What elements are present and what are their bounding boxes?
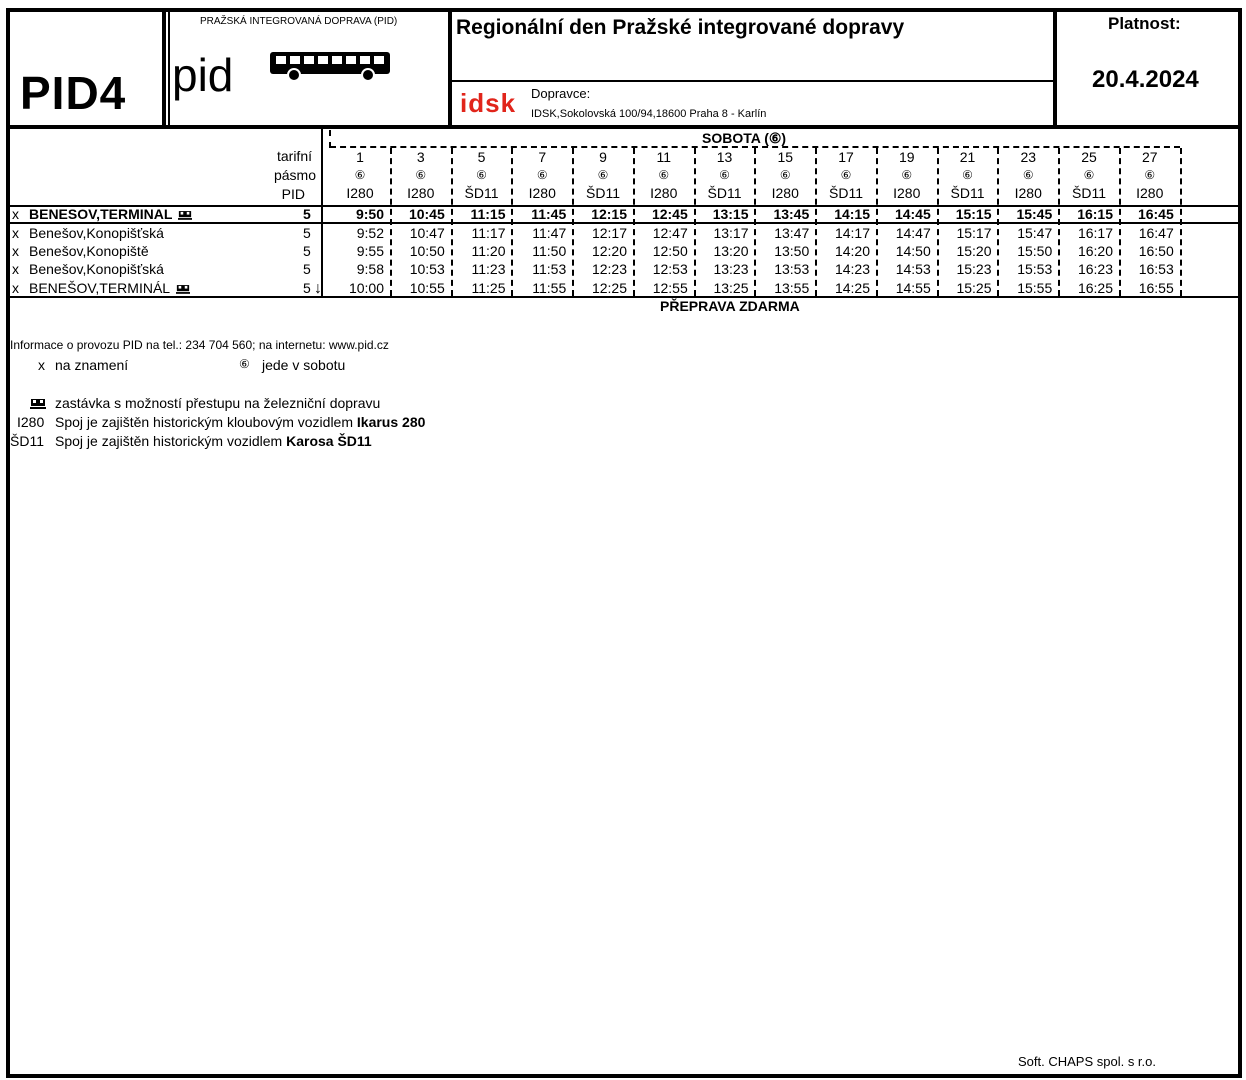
trip-column	[998, 148, 1058, 202]
stop-row	[12, 260, 164, 278]
saturday-symbol: ⑥	[1144, 168, 1156, 182]
departure-time: 15:20	[956, 243, 992, 259]
trip-column	[330, 148, 390, 202]
departure-time: 9:52	[356, 225, 384, 241]
departure-time: 10:00	[348, 280, 384, 296]
vehicle-code: ŠD11	[1072, 185, 1106, 201]
departure-time: 13:47	[774, 225, 810, 241]
pid-label: PID	[281, 186, 305, 202]
departure-time: 10:55	[409, 280, 445, 296]
departure-time: 14:15	[834, 206, 870, 222]
departure-time: 16:45	[1137, 206, 1174, 222]
departure-time: 10:47	[409, 225, 445, 241]
departure-time: 16:55	[1138, 280, 1174, 296]
saturday-symbol: ⑥	[597, 168, 609, 182]
header-divider	[448, 12, 452, 126]
legend-saturday-symbol: ⑥	[239, 357, 250, 371]
stop-row	[12, 242, 149, 260]
vehicle-code: I280	[528, 185, 556, 201]
departure-time: 10:53	[409, 261, 445, 277]
departure-time: 11:20	[471, 243, 506, 259]
direction-arrow: ↓	[314, 280, 322, 297]
departure-time: 16:25	[1077, 280, 1113, 296]
saturday-symbol: ⑥	[536, 168, 548, 182]
tariff-zone: 5	[303, 225, 311, 241]
vehicle-code: I280	[771, 185, 799, 201]
departure-time: 12:55	[652, 280, 688, 296]
saturday-symbol: ⑥	[779, 168, 791, 182]
trip-column	[1059, 148, 1119, 202]
vehicle-code: ŠD11	[464, 185, 499, 201]
legend-i280-desc: Spoj je zajištěn historickým kloubovým vozidlem	[55, 414, 357, 430]
departure-time: 11:15	[470, 206, 506, 222]
pid-logo: pid	[172, 49, 234, 101]
legend-x-symbol: x	[38, 357, 45, 373]
carrier-label: Dopravce:	[531, 86, 591, 101]
departure-time: 11:17	[471, 225, 506, 241]
departure-time: 14:55	[895, 280, 931, 296]
departure-time: 14:45	[894, 206, 931, 222]
vehicle-code: ŠD11	[586, 185, 620, 201]
saturday-symbol: ⑥	[1083, 168, 1095, 182]
departure-time: 9:55	[356, 243, 384, 259]
trip-number: 5	[477, 149, 486, 165]
column-separator	[329, 130, 331, 148]
request-stop-flag: x	[12, 243, 19, 259]
request-stop-flag: x	[12, 225, 19, 241]
stop-name: BENESOV,TERMINAL	[29, 206, 173, 222]
request-stop-flag: x	[12, 280, 19, 296]
departure-time: 15:47	[1017, 225, 1053, 241]
saturday-symbol: ⑥	[415, 168, 427, 182]
train-icon	[30, 398, 46, 409]
page-title: Regionální den Pražské integrované dopravy	[456, 16, 905, 39]
departure-time: 16:20	[1077, 243, 1113, 259]
trip-number: 21	[959, 149, 976, 165]
trip-number: 17	[838, 149, 854, 165]
trip-column	[512, 148, 572, 202]
trip-column	[634, 148, 694, 202]
departure-time: 11:23	[471, 261, 506, 277]
request-stop-flag: x	[12, 261, 19, 277]
legend-i280-text	[55, 414, 425, 430]
validity-date: 20.4.2024	[1092, 66, 1199, 93]
departure-time: 16:47	[1138, 225, 1174, 241]
departure-time: 16:53	[1138, 261, 1174, 277]
departure-time: 11:55	[532, 280, 567, 296]
line-code: PID4	[20, 67, 127, 119]
legend-i280-vehicle: Ikarus 280	[356, 414, 426, 430]
departure-time: 13:50	[774, 243, 810, 259]
departure-time: 15:15	[955, 206, 992, 222]
train-icon	[176, 284, 190, 294]
departure-time: 15:55	[1017, 280, 1053, 296]
stop-name: Benešov,Konopiště	[29, 243, 149, 259]
departure-time: 11:25	[471, 280, 506, 296]
departure-time: 16:23	[1077, 261, 1113, 277]
departure-time: 12:25	[591, 280, 627, 296]
vehicle-code: ŠD11	[707, 185, 742, 201]
stop-row	[12, 224, 164, 242]
trip-column	[391, 148, 451, 202]
departure-time: 16:50	[1138, 243, 1174, 259]
stop-name: Benešov,Konopišťská	[29, 225, 164, 241]
saturday-symbol: ⑥	[901, 168, 913, 182]
departure-time: 14:47	[895, 225, 931, 241]
trip-column	[755, 148, 815, 202]
idsk-logo: idsk	[460, 88, 517, 118]
legend-x-text: na znamení	[55, 357, 129, 373]
trip-number: 15	[777, 149, 794, 165]
saturday-symbol: ⑥	[476, 168, 487, 182]
departure-time: 12:50	[652, 243, 688, 259]
departure-time: 11:53	[532, 261, 567, 277]
table-divider	[321, 129, 323, 297]
saturday-symbol: ⑥	[354, 168, 366, 182]
departure-time: 12:15	[591, 206, 627, 222]
stop-row	[12, 279, 190, 297]
departure-time: 14:25	[834, 280, 870, 296]
departure-time: 11:50	[532, 243, 567, 259]
train-icon	[178, 210, 192, 220]
saturday-symbol: ⑥	[962, 168, 973, 182]
saturday-symbol: ⑥	[658, 168, 670, 182]
header-divider	[162, 12, 166, 126]
vehicle-code: I280	[407, 185, 435, 201]
vehicle-code: I280	[1014, 185, 1042, 201]
header-divider	[452, 80, 1054, 82]
saturday-symbol: ⑥	[719, 168, 730, 182]
legend-sd11-symbol: ŠD11	[10, 433, 44, 449]
departure-time: 13:20	[713, 243, 749, 259]
vehicle-code: I280	[650, 185, 678, 201]
trip-number: 11	[656, 149, 672, 165]
departure-time: 14:50	[895, 243, 931, 259]
trip-column	[695, 148, 755, 202]
legend-sd11-desc: Spoj je zajištěn historickým vozidlem	[55, 433, 287, 449]
stop-name: Benešov,Konopišťská	[29, 261, 164, 277]
vehicle-code: I280	[1136, 185, 1164, 201]
departure-time: 10:50	[409, 243, 445, 259]
legend-sd11-text	[55, 433, 372, 449]
trip-number: 7	[538, 149, 547, 165]
legend-sd11-vehicle: Karosa ŠD11	[286, 433, 372, 449]
departure-time: 10:45	[408, 206, 445, 222]
organization-name: PRAŽSKÁ INTEGROVANÁ DOPRAVA (PID)	[200, 16, 398, 27]
departure-time: 13:55	[774, 280, 810, 296]
bus-icon	[268, 46, 394, 82]
trip-number: 9	[599, 149, 607, 165]
departure-time: 12:17	[591, 225, 627, 241]
tariff-zone: 5	[303, 206, 311, 222]
stop-row	[12, 205, 192, 223]
departure-time: 14:20	[834, 243, 870, 259]
departure-time: 15:25	[956, 280, 992, 296]
saturday-symbol: ⑥	[840, 168, 852, 182]
header-bottom-rule	[10, 125, 1238, 129]
carrier-address: IDSK,Sokolovská 100/94,18600 Praha 8 - Karlín	[531, 108, 767, 120]
zone-label: pásmo	[273, 167, 316, 183]
header-divider	[1053, 12, 1057, 126]
departure-time: 12:47	[652, 225, 688, 241]
departure-time: 13:17	[713, 225, 749, 241]
trip-column	[938, 148, 998, 202]
day-label: SOBOTA (⑥)	[702, 130, 787, 146]
trip-column	[816, 148, 876, 202]
departure-time: 16:15	[1077, 206, 1113, 222]
departure-time: 15:23	[956, 261, 992, 277]
departure-time: 9:58	[356, 261, 384, 277]
departure-time: 16:17	[1077, 225, 1113, 241]
vehicle-code: ŠD11	[950, 185, 985, 201]
departure-time: 15:17	[956, 225, 992, 241]
trip-number: 3	[416, 149, 425, 165]
vehicle-code: I280	[893, 185, 921, 201]
footer-credit: Soft. CHAPS spol. s r.o.	[1018, 1054, 1156, 1069]
departure-time: 13:45	[773, 206, 810, 222]
departure-time: 15:50	[1017, 243, 1053, 259]
departure-time: 11:47	[532, 225, 567, 241]
trip-number: 27	[1141, 149, 1158, 165]
trip-column	[452, 148, 512, 202]
header-divider	[168, 12, 170, 126]
vehicle-code: ŠD11	[829, 185, 863, 201]
saturday-symbol: ⑥	[1022, 168, 1034, 182]
trip-number: 13	[716, 149, 733, 165]
tariff-zone: 5	[303, 243, 311, 259]
departure-time: 15:45	[1016, 206, 1053, 222]
departure-time: 9:50	[355, 206, 384, 222]
trip-number: 19	[898, 149, 915, 165]
free-transport-note: PŘEPRAVA ZDARMA	[660, 298, 800, 314]
tariff-zone: 5	[303, 261, 311, 277]
trip-column	[877, 148, 937, 202]
trip-number: 23	[1020, 149, 1037, 165]
departure-time: 12:45	[651, 206, 688, 222]
validity-label: Platnost:	[1108, 14, 1181, 33]
legend-saturday-text: jede v sobotu	[262, 357, 346, 373]
legend-rail-text: zastávka s možností přestupu na železniční dopravu	[55, 395, 381, 411]
departure-time: 14:23	[834, 261, 870, 277]
contact-info: Informace o provozu PID na tel.: 234 704 560; na internetu: www.pid.cz	[10, 338, 389, 352]
departure-time: 12:20	[591, 243, 627, 259]
tariff-label: tarifní	[276, 148, 312, 164]
legend-i280-symbol: I280	[17, 414, 45, 430]
departure-time: 13:53	[774, 261, 810, 277]
departure-time: 14:17	[834, 225, 870, 241]
stop-name: BENEŠOV,TERMINÁL	[29, 280, 171, 296]
departure-time: 12:53	[652, 261, 688, 277]
departure-time: 13:15	[712, 206, 749, 222]
tariff-zone: 5	[303, 280, 311, 296]
trip-number: 25	[1081, 149, 1097, 165]
departure-time: 13:25	[713, 280, 749, 296]
departure-time: 13:23	[713, 261, 749, 277]
departure-time: 14:53	[895, 261, 931, 277]
departure-time: 15:53	[1017, 261, 1053, 277]
trip-column	[1120, 148, 1180, 202]
departure-time: 12:23	[591, 261, 627, 277]
trip-column	[573, 148, 633, 202]
request-stop-flag: x	[12, 206, 19, 222]
vehicle-code: I280	[346, 185, 374, 201]
departure-time: 11:45	[531, 206, 567, 222]
trip-number: 1	[356, 149, 364, 165]
